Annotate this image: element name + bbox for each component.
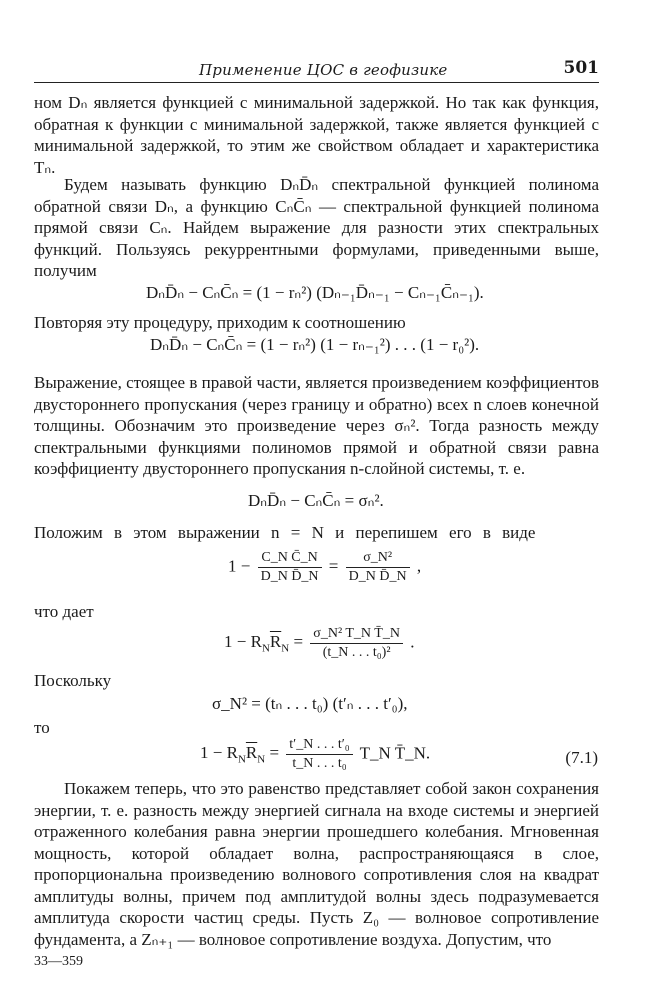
equation-3: DₙD̄ₙ − CₙC̄ₙ = σₙ².	[248, 491, 384, 510]
equation-1-rhs: = (1 − rₙ²) (Dₙ₋₁D̄ₙ₋₁ − Cₙ₋₁C̄ₙ₋₁).	[242, 283, 484, 302]
equation-7-fraction	[286, 736, 352, 773]
paragraph-5: Положим в этом выражении n = N и перепишем его в виде	[34, 523, 536, 542]
equation-4-numerator-1: C_N C̄_N	[258, 549, 322, 568]
equation-1	[146, 283, 484, 303]
equation-5: $1 - R_N\overline{R}_N$ = $\frac{\text{σ\_N² T\_N T̄\_N}}{\text{(t\_N . . . t₀)²}}$ .	[224, 626, 415, 660]
equation-4-fraction-2	[346, 549, 410, 586]
paragraph-9: Покажем теперь, что это равенство представляет собой закон сохранения энергии, т. е. разность между энергией сигнала на входе системы и энергией отраженного колебания равна энергии прошедшего колебания. Мгновенная мощность, которой обладает волна, распространяющаяся в слое, пропорциональна произведению волнового сопротивления слоя на квадрат амплитуды волны, причем под амплитудой волны здесь подразумевается амплитуда скорости частиц среды. Пусть Z₀ — волновое сопротивление фундамента, а Zₙ₊₁ — волновое сопротивление воздуха. Допустим, что	[34, 779, 599, 949]
equation-5-denominator: (t_N . . . t₀)²	[322, 645, 391, 660]
equation-5-fraction	[310, 625, 403, 662]
equation-4-denominator-1: D_N D̄_N	[260, 569, 319, 584]
running-title: Применение ЦОС в геофизике	[199, 61, 448, 79]
equation-4-fraction-1	[258, 549, 322, 586]
paragraph-7: Поскольку	[34, 671, 112, 690]
equation-4: 1 − $\frac{\text{C\_N C̄\_N}}{\text{D\_N D̄\_N}}$ = $\frac{\text{σ\_N²}}{\text{D\_N D̄\_N}}$ ,	[228, 550, 422, 584]
equation-7-denominator: t_N . . . t₀	[292, 756, 347, 771]
printer-signature: 33—359	[34, 954, 83, 969]
equation-7: $1 - R_N\overline{R}_N$ = $\frac{\text{t′\_N . . . t′₀}}{\text{t\_N . . . t₀}}$ T_N T̄_N.	[200, 737, 431, 771]
paragraph-1: ном Dₙ является функцией с минимальной задержкой. Но так как функция, обратная к функции с минимальной задержкой, также является функцией с минимальной задержкой, то этим же свойством обладает и характеристика Tₙ.	[34, 93, 599, 177]
paragraph-3: Повторяя эту процедуру, приходим к соотношению	[34, 313, 406, 332]
equation-5-numerator: σ_N² T_N T̄_N	[310, 625, 403, 644]
page-number: 501	[563, 58, 599, 78]
page-header	[34, 58, 599, 83]
equation-2: DₙD̄ₙ − CₙC̄ₙ = (1 − rₙ²) (1 − rₙ₋₁²) . . . (1 − r₀²).	[150, 335, 480, 354]
equation-6: σ_N² = (tₙ . . . t₀) (t′ₙ . . . t′₀),	[212, 694, 408, 713]
paragraph-4: Выражение, стоящее в правой части, является произведением коэффициентов двустороннего пропускания (через границу и обратно) всех n слоев конечной толщины. Обозначим это произведение через σₙ². Тогда разность между спектральными функциями полиномов прямой и обратной связи равна коэффициенту двустороннего пропускания n-слойной системы, т. е.	[34, 373, 599, 478]
paragraph-6: что дает	[34, 602, 94, 621]
equation-4-numerator-2: σ_N²	[346, 549, 410, 568]
equation-1-lhs: DₙD̄ₙ − CₙC̄ₙ	[146, 283, 239, 302]
paragraph-2: Будем называть функцию DₙD̄ₙ спектральной функцией полинома обратной связи Dₙ, а функцию CₙC̄ₙ — спектральной функцией полинома прямой связи Cₙ. Найдем выражение для разности этих спектральных функций. Пользуясь рекуррентными формулами, приведенными выше, получим	[34, 175, 599, 280]
paragraph-8: то	[34, 718, 50, 737]
equation-7-tail: T_N T̄_N.	[359, 743, 431, 763]
equation-7-numerator: t′_N . . . t′₀	[286, 736, 352, 755]
equation-number: (7.1)	[565, 748, 598, 767]
equation-4-denominator-2: D_N D̄_N	[348, 569, 407, 584]
